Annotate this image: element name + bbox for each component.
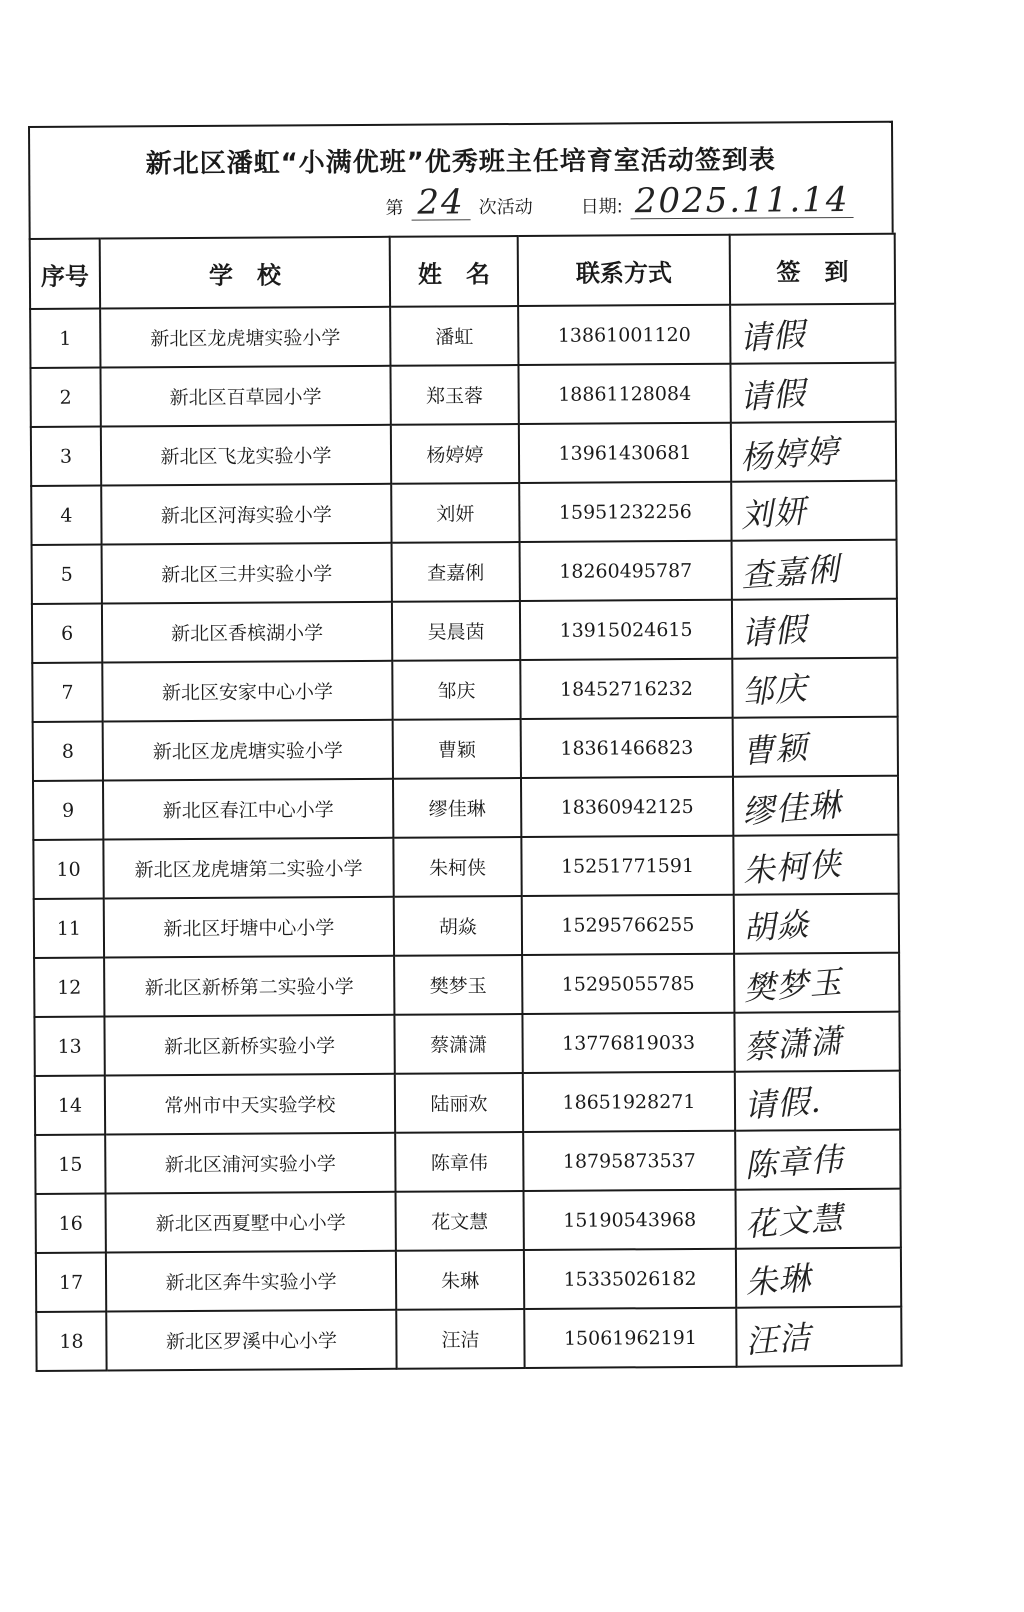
signature-cell — [736, 1307, 901, 1367]
row-number: 14 — [35, 1076, 105, 1135]
row-number: 17 — [36, 1253, 106, 1312]
table-row — [31, 422, 896, 486]
row-number: 2 — [30, 368, 100, 427]
phone-cell: 15951232256 — [519, 482, 731, 542]
handwritten-signature: 刘妍 — [739, 491, 808, 535]
table-row — [35, 1071, 900, 1135]
phone-cell: 15251771591 — [521, 836, 733, 896]
signature-cell — [732, 540, 897, 600]
school-cell: 新北区安家中心小学 — [102, 661, 392, 722]
handwritten-signature: 请假 — [739, 609, 809, 653]
name-cell: 潘虹 — [390, 306, 518, 366]
name-cell: 汪洁 — [396, 1309, 524, 1369]
name-cell: 樊梦玉 — [394, 955, 522, 1015]
handwritten-signature: 邹庆 — [740, 668, 809, 712]
row-number: 15 — [35, 1135, 105, 1194]
date-value: 2025.11.14 — [631, 183, 854, 219]
handwritten-signature: 缪佳琳 — [741, 785, 843, 831]
table-header-row — [30, 234, 895, 309]
table-row — [33, 717, 898, 781]
table-row — [35, 1130, 900, 1194]
seq-prefix: 第 — [385, 197, 404, 219]
phone-cell: 15295766255 — [522, 895, 734, 955]
name-cell: 查嘉俐 — [392, 542, 520, 602]
row-number: 4 — [31, 486, 101, 545]
row-number: 13 — [34, 1017, 104, 1076]
table-row — [36, 1307, 901, 1371]
table-body — [30, 304, 901, 1371]
table-row — [33, 835, 898, 899]
signature-cell — [732, 599, 897, 659]
phone-cell: 13776819033 — [522, 1013, 734, 1073]
name-cell: 邹庆 — [392, 660, 520, 720]
school-cell: 新北区龙虎塘实验小学 — [100, 307, 390, 368]
row-number: 1 — [30, 309, 100, 368]
signature-cell — [734, 953, 899, 1013]
school-cell: 新北区奔牛实验小学 — [106, 1251, 396, 1312]
phone-cell: 18260495787 — [520, 541, 732, 601]
school-cell: 新北区浦河实验小学 — [105, 1133, 395, 1194]
school-cell: 新北区香槟湖小学 — [102, 602, 392, 663]
phone-cell: 15190543968 — [524, 1190, 736, 1250]
seq-number: 24 — [411, 185, 470, 220]
name-cell: 陈章伟 — [395, 1132, 523, 1192]
sign-in-sheet — [28, 121, 899, 1420]
table-row — [36, 1189, 901, 1253]
signature-cell — [733, 717, 898, 777]
table-row — [36, 1248, 901, 1312]
name-cell: 胡焱 — [394, 896, 522, 956]
school-cell: 新北区新桥第二实验小学 — [104, 956, 394, 1017]
school-cell: 新北区三井实验小学 — [102, 543, 392, 604]
header-no: 序号 — [30, 239, 100, 309]
table-row — [32, 540, 897, 604]
name-cell: 郑玉蓉 — [390, 365, 518, 425]
signature-cell — [733, 835, 898, 895]
school-cell: 新北区新桥实验小学 — [104, 1015, 394, 1076]
attendance-table — [29, 233, 903, 1372]
handwritten-signature: 胡焱 — [741, 904, 811, 948]
school-cell: 新北区河海实验小学 — [101, 484, 391, 545]
phone-cell: 15061962191 — [524, 1308, 736, 1368]
phone-cell: 13915024615 — [520, 600, 732, 660]
handwritten-signature: 蔡潇潇 — [742, 1021, 845, 1067]
table-row — [31, 481, 896, 545]
row-number: 7 — [32, 663, 102, 722]
row-number: 6 — [32, 604, 102, 663]
phone-cell: 13861001120 — [518, 305, 730, 365]
table-row — [34, 894, 899, 958]
row-number: 5 — [32, 545, 102, 604]
seq-suffix: 次活动 — [478, 196, 533, 219]
sheet-title: 新北区潘虹“小满优班”优秀班主任培育室活动签到表 — [145, 145, 776, 180]
school-cell: 新北区圩塘中心小学 — [104, 897, 394, 958]
handwritten-signature: 请假 — [738, 373, 808, 417]
name-cell: 曹颖 — [393, 719, 521, 779]
signature-cell — [733, 776, 898, 836]
header-name: 姓 名 — [390, 236, 518, 307]
row-number: 9 — [33, 781, 103, 840]
header-sign: 签 到 — [730, 234, 895, 305]
name-cell: 杨婷婷 — [391, 424, 519, 484]
name-cell: 花文慧 — [396, 1191, 524, 1251]
table-row — [32, 599, 897, 663]
handwritten-signature: 朱柯侠 — [741, 844, 843, 890]
signature-cell — [736, 1248, 901, 1308]
signature-cell — [730, 363, 895, 423]
school-cell: 新北区龙虎塘第二实验小学 — [103, 838, 393, 899]
handwritten-signature: 汪洁 — [744, 1317, 813, 1361]
table-row — [33, 776, 898, 840]
school-cell: 新北区百草园小学 — [100, 366, 390, 427]
handwritten-signature: 朱琳 — [743, 1258, 813, 1302]
handwritten-signature: 樊梦玉 — [742, 962, 844, 1008]
table-row — [30, 363, 895, 427]
handwritten-signature: 查嘉俐 — [739, 549, 842, 595]
row-number: 3 — [31, 427, 101, 486]
phone-cell: 18452716232 — [520, 659, 732, 719]
table-row — [32, 658, 897, 722]
handwritten-signature: 请假 — [738, 314, 807, 358]
header-phone: 联系方式 — [518, 235, 730, 306]
school-cell: 新北区西夏墅中心小学 — [106, 1192, 396, 1253]
phone-cell: 18795873537 — [523, 1131, 735, 1191]
signature-cell — [736, 1189, 901, 1249]
row-number: 18 — [36, 1312, 106, 1371]
school-cell: 新北区飞龙实验小学 — [101, 425, 391, 486]
name-cell: 吴晨茵 — [392, 601, 520, 661]
phone-cell: 15295055785 — [522, 954, 734, 1014]
handwritten-signature: 曹颖 — [740, 727, 810, 771]
activity-meta — [385, 179, 853, 223]
phone-cell: 18361466823 — [521, 718, 733, 778]
name-cell: 朱琳 — [396, 1250, 524, 1310]
signature-cell — [732, 658, 897, 718]
header-school: 学 校 — [100, 237, 390, 309]
name-cell: 陆丽欢 — [395, 1073, 523, 1133]
phone-cell: 18360942125 — [521, 777, 733, 837]
school-cell: 新北区春江中心小学 — [103, 779, 393, 840]
signature-cell — [730, 304, 895, 364]
phone-cell: 18861128084 — [518, 364, 730, 424]
table-row — [34, 1012, 899, 1076]
signature-cell — [735, 1130, 900, 1190]
signature-cell — [731, 481, 896, 541]
table-row — [34, 953, 899, 1017]
school-cell: 常州市中天实验学校 — [105, 1074, 395, 1135]
row-number: 8 — [33, 722, 103, 781]
school-cell: 新北区龙虎塘实验小学 — [103, 720, 393, 781]
row-number: 16 — [36, 1194, 106, 1253]
name-cell: 蔡潇潇 — [394, 1014, 522, 1074]
name-cell: 刘妍 — [391, 483, 519, 543]
signature-cell — [735, 1071, 900, 1131]
name-cell: 缪佳琳 — [393, 778, 521, 838]
signature-cell — [734, 1012, 899, 1072]
table-row — [30, 304, 895, 368]
row-number: 12 — [34, 958, 104, 1017]
phone-cell: 13961430681 — [519, 423, 731, 483]
phone-cell: 18651928271 — [523, 1072, 735, 1132]
signature-cell — [731, 422, 896, 482]
row-number: 10 — [33, 840, 103, 899]
row-number: 11 — [34, 899, 104, 958]
signature-cell — [734, 894, 899, 954]
name-cell: 朱柯侠 — [393, 837, 521, 897]
phone-cell: 15335026182 — [524, 1249, 736, 1309]
handwritten-signature: 请假. — [742, 1081, 823, 1125]
sheet-header — [28, 121, 894, 238]
date-label: 日期: — [580, 196, 623, 218]
handwritten-signature: 陈章伟 — [743, 1139, 845, 1185]
handwritten-signature: 杨婷婷 — [738, 431, 841, 477]
school-cell: 新北区罗溪中心小学 — [106, 1310, 396, 1371]
handwritten-signature: 花文慧 — [743, 1198, 846, 1244]
